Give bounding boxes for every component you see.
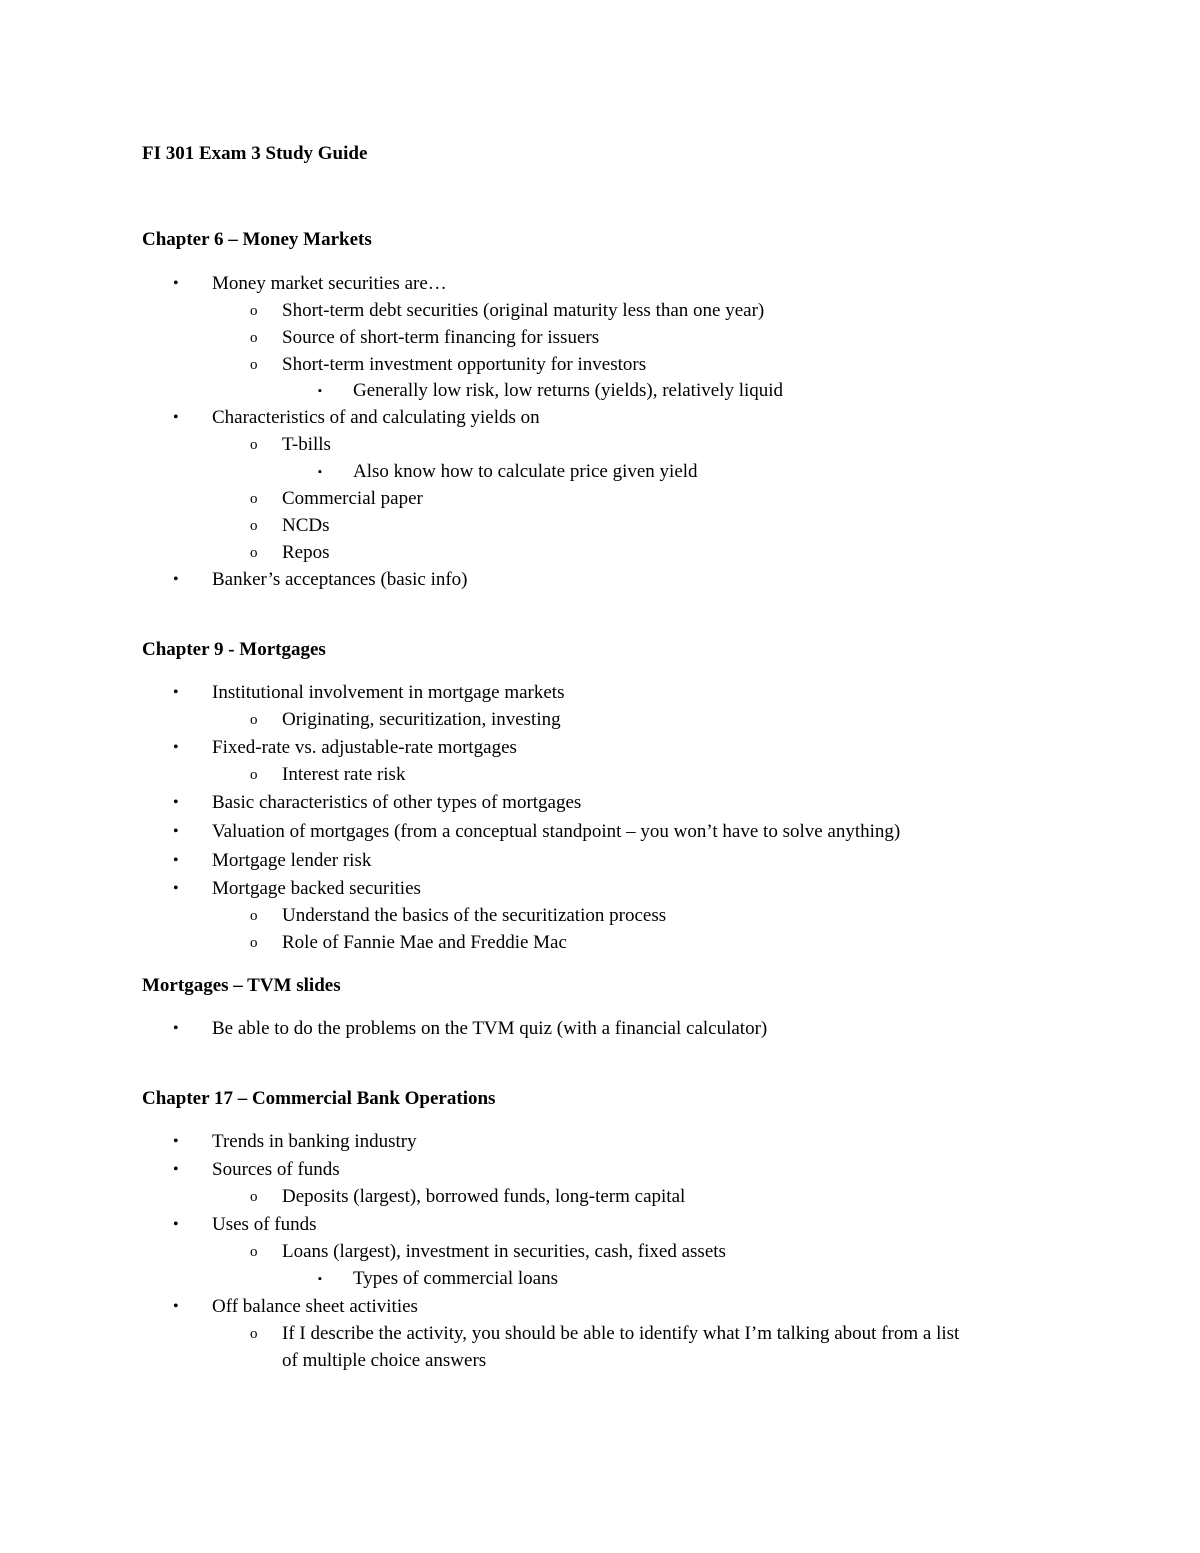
circle-marker: o [250,303,258,319]
circle-marker: o [250,1326,258,1342]
list-item: If I describe the activity, you should be able to identify what I’m talking about from a list [282,1323,960,1344]
bullet-marker: • [173,823,179,840]
bullet-marker: • [173,409,179,426]
bullet-marker: • [173,1216,179,1233]
bullet-marker: • [173,1133,179,1150]
list-item: Generally low risk, low returns (yields), relatively liquid [353,380,784,401]
list-item: Role of Fannie Mae and Freddie Mac [282,932,567,953]
list-item-continuation: of multiple choice answers [282,1350,487,1371]
section-heading-chapter-17: Chapter 17 – Commercial Bank Operations [142,1088,496,1109]
section-heading-chapter-6: Chapter 6 – Money Markets [142,229,372,250]
list-item: Trends in banking industry [212,1131,417,1152]
list-item: Institutional involvement in mortgage markets [212,682,565,703]
list-item: T-bills [282,434,331,455]
document-title: FI 301 Exam 3 Study Guide [142,143,368,164]
list-item: Basic characteristics of other types of mortgages [212,792,582,813]
bullet-marker: • [173,684,179,701]
bullet-marker: • [173,1020,179,1037]
circle-marker: o [250,767,258,783]
bullet-marker: • [173,275,179,292]
list-item: Mortgage backed securities [212,878,421,899]
list-item: Mortgage lender risk [212,850,372,871]
list-item: Also know how to calculate price given yield [353,461,698,482]
list-item: Understand the basics of the securitization process [282,905,667,926]
list-item: Money market securities are… [212,273,447,294]
circle-marker: o [250,357,258,373]
circle-marker: o [250,935,258,951]
circle-marker: o [250,518,258,534]
list-item: NCDs [282,515,330,536]
section-heading-tvm: Mortgages – TVM slides [142,975,341,996]
list-item: Characteristics of and calculating yields on [212,407,540,428]
circle-marker: o [250,908,258,924]
list-item: Short-term debt securities (original maturity less than one year) [282,300,765,321]
circle-marker: o [250,437,258,453]
list-item: Interest rate risk [282,764,406,785]
list-item: Short-term investment opportunity for investors [282,354,647,375]
list-item: Sources of funds [212,1159,340,1180]
list-item: Originating, securitization, investing [282,709,561,730]
list-item: Source of short-term financing for issuers [282,327,600,348]
list-item: Types of commercial loans [353,1268,558,1289]
bullet-marker: • [173,571,179,588]
bullet-marker: • [173,1161,179,1178]
list-item: Deposits (largest), borrowed funds, long-term capital [282,1186,686,1207]
list-item: Be able to do the problems on the TVM quiz (with a financial calculator) [212,1018,768,1039]
circle-marker: o [250,1189,258,1205]
list-item: Repos [282,542,330,563]
list-item: Valuation of mortgages (from a conceptual standpoint – you won’t have to solve anything) [212,821,901,842]
bullet-marker: • [173,852,179,869]
bullet-marker: • [173,1298,179,1315]
square-marker: ▪ [318,1273,322,1285]
list-item: Fixed-rate vs. adjustable-rate mortgages [212,737,517,758]
circle-marker: o [250,1244,258,1260]
list-item: Banker’s acceptances (basic info) [212,569,468,590]
list-item: Commercial paper [282,488,423,509]
section-heading-chapter-9: Chapter 9 - Mortgages [142,639,326,660]
square-marker: ▪ [318,385,322,397]
bullet-marker: • [173,739,179,756]
circle-marker: o [250,330,258,346]
list-item: Uses of funds [212,1214,317,1235]
circle-marker: o [250,712,258,728]
list-item: Loans (largest), investment in securities, cash, fixed assets [282,1241,726,1262]
list-item: Off balance sheet activities [212,1296,418,1317]
bullet-marker: • [173,880,179,897]
circle-marker: o [250,545,258,561]
circle-marker: o [250,491,258,507]
bullet-marker: • [173,794,179,811]
square-marker: ▪ [318,466,322,478]
